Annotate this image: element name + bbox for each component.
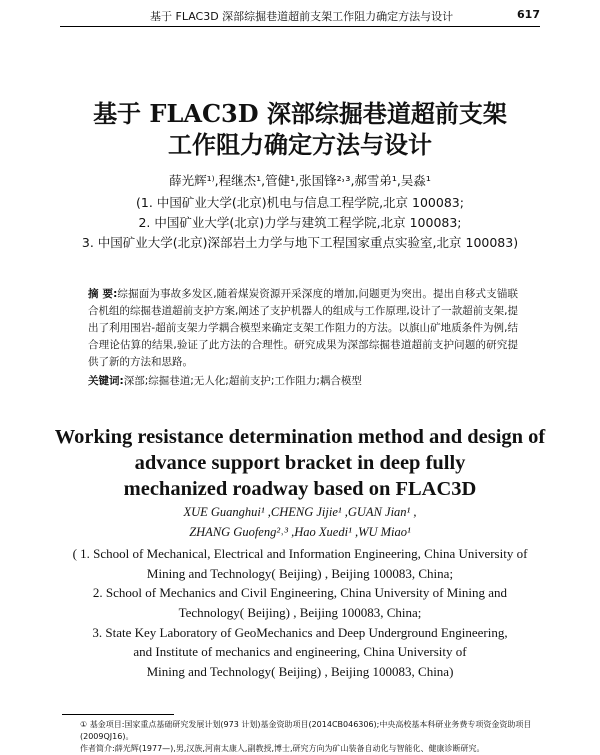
- english-affiliation-line-4: Technology( Beijing) , Beijing 100083, China;: [178, 605, 422, 620]
- chinese-abstract: [88, 286, 518, 371]
- chinese-authors: 薛光辉¹⁾,程继杰¹,管健¹,张国锋²˒³,郝雪弟¹,吴淼¹: [169, 173, 431, 188]
- footnotes: [80, 719, 540, 755]
- footnote-author-bio: 作者简介:薛光辉(1977—),男,汉族,河南太康人,副教授,博士,研究方向为矿山装备自动化与智能化、健康诊断研究。: [80, 744, 485, 753]
- chinese-affiliation-1: (1. 中国矿业大学(北京)机电与信息工程学院,北京 100083;: [136, 195, 464, 210]
- english-affiliation-line-3: 2. School of Mechanics and Civil Engineering, China University of Mining and: [92, 585, 508, 600]
- page-number: 617: [517, 8, 540, 21]
- footnote-funding: ① 基金项目:国家重点基础研究发展计划(973 计划)基金资助项目(2014CB046306);中央高校基本科研业务费专项资金资助项目(2009QJ16)。: [80, 720, 532, 741]
- abstract-label: 摘 要:: [88, 288, 118, 300]
- chinese-affiliation-2: 2. 中国矿业大学(北京)力学与建筑工程学院,北京 100083;: [138, 215, 462, 230]
- chinese-title-line-2: 工作阻力确定方法与设计: [168, 130, 432, 159]
- english-authors-line-1: XUE Guanghui¹ ,CHENG Jijie¹ ,GUAN Jian¹ ,: [183, 505, 417, 519]
- keywords-text: 深部;综掘巷道;无人化;超前支护;工作阻力;耦合模型: [123, 375, 362, 387]
- english-title-line-1: Working resistance determination method and design of: [54, 426, 546, 448]
- english-affiliation-line-1: ( 1. School of Mechanical, Electrical and Information Engineering, China University of: [72, 546, 528, 561]
- english-title-line-3: mechanized roadway based on FLAC3D: [123, 478, 477, 500]
- running-head-title: 基于 FLAC3D 深部综掘巷道超前支架工作阻力确定方法与设计: [150, 10, 454, 23]
- abstract-text: 综掘面为事故多发区,随着煤炭资源开采深度的增加,问题更为突出。提出自移式支锚联合机组的综掘巷道超前支护方案,阐述了支护机器人的组成与工作原理,设计了一款超前支架,提出了利用围岩-超前支架力学耦合模型来确定支架工作阻力的方法。以旗山矿地质条件为例,结合理论估算的结果,验证了此方法的合理性。研究成果为深部综掘巷道超前支护问题的研究提供了新的方法和思路。: [88, 288, 519, 368]
- english-affiliation-line-7: Mining and Technology( Beijing) , Beijing 100083, China): [146, 664, 454, 679]
- english-title-line-2: advance support bracket in deep fully: [134, 452, 466, 474]
- footnote-rule: [62, 714, 174, 715]
- chinese-affiliation-3: 3. 中国矿业大学(北京)深部岩土力学与地下工程国家重点实验室,北京 100083): [81, 235, 519, 250]
- keywords-label: 关键词:: [88, 375, 124, 387]
- english-affiliation-line-6: and Institute of mechanics and engineering, China University of: [133, 644, 467, 659]
- chinese-title-line-1: 基于 FLAC3D 深部综掘巷道超前支架: [93, 99, 507, 128]
- english-affiliation-line-2: Mining and Technology( Beijing) , Beijing 100083, China;: [146, 566, 454, 581]
- running-head: [60, 4, 540, 27]
- english-authors-line-2: ZHANG Guofeng²˒³ ,Hao Xuedi¹ ,WU Miao¹: [189, 525, 411, 539]
- chinese-keywords: [88, 373, 518, 390]
- english-affiliation-line-5: 3. State Key Laboratory of GeoMechanics and Deep Underground Engineering,: [92, 625, 508, 640]
